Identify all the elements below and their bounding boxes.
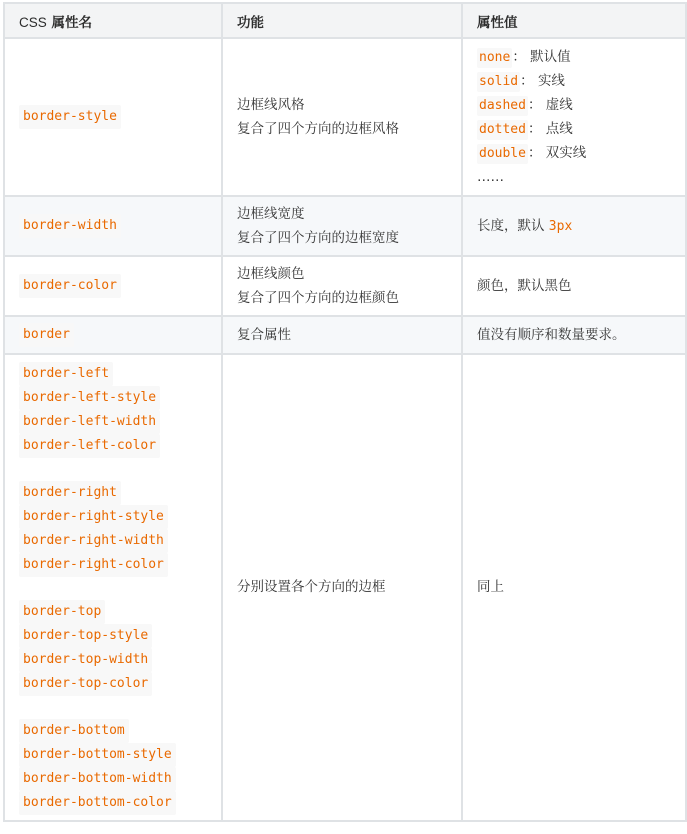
cell-prop-border <box>4 316 222 354</box>
header-property-suffix: 属性名 <box>51 14 92 31</box>
value-code: solid <box>477 72 520 92</box>
prop-code: border-bottom-color <box>19 791 176 815</box>
value-item <box>477 117 671 141</box>
prop-code: border-right <box>19 481 121 505</box>
prop-code: border-top <box>19 600 105 624</box>
cell-func-border-color <box>222 256 462 316</box>
func-line: 边框线宽度 <box>237 206 305 222</box>
value-code: double <box>477 144 528 164</box>
group-gap <box>19 576 207 599</box>
prop-code: border-right-width <box>19 529 168 553</box>
func-line: 边框线颜色 <box>237 266 305 282</box>
list-item <box>19 433 207 457</box>
prop-code: border-bottom-width <box>19 767 176 791</box>
header-function: 功能 <box>222 3 462 38</box>
list-item <box>19 718 207 742</box>
prop-code: border-top-style <box>19 624 152 648</box>
value-code: none <box>477 48 512 68</box>
value-sep: ： <box>527 97 542 113</box>
header-property-name <box>4 3 222 38</box>
prop-code: border-left-style <box>19 386 160 410</box>
value-desc: 点线 <box>545 121 573 137</box>
list-item <box>19 623 207 647</box>
value-code: dashed <box>477 96 528 116</box>
list-item <box>19 504 207 528</box>
list-item <box>19 790 207 814</box>
value-code: dotted <box>477 120 528 140</box>
css-border-table-wrapper <box>3 2 685 822</box>
prop-code: border-left-width <box>19 410 160 434</box>
value-item <box>477 141 671 165</box>
value-item <box>477 93 671 117</box>
value-code: 3px <box>548 218 573 234</box>
list-item <box>19 671 207 695</box>
cell-values-border-style <box>462 38 686 196</box>
prop-code: border-style <box>19 105 121 129</box>
list-item <box>19 409 207 433</box>
cell-prop-directional <box>4 354 222 821</box>
value-desc: 虚线 <box>545 97 573 113</box>
value-item <box>477 45 671 69</box>
list-item <box>19 766 207 790</box>
prop-code: border-top-color <box>19 672 152 696</box>
group-gap <box>19 457 207 480</box>
value-sep: ： <box>527 121 542 137</box>
directional-prop-list <box>19 355 207 820</box>
prop-code: border <box>19 323 74 347</box>
cell-func-border-width <box>222 196 462 256</box>
value-desc: 双实线 <box>545 145 587 161</box>
prop-code: border-bottom <box>19 719 129 743</box>
cell-func-border-style <box>222 38 462 196</box>
table-row-border-style <box>4 38 686 196</box>
header-property-value: 属性值 <box>462 3 686 38</box>
value-desc: 默认值 <box>530 49 571 65</box>
func-line: 复合了四个方向的边框颜色 <box>237 290 399 306</box>
value-sep: ： <box>527 145 542 161</box>
cell-value-border-color: 颜色，默认黑色 <box>462 256 686 316</box>
table-row-border-width <box>4 196 686 256</box>
list-item <box>19 647 207 671</box>
prop-code: border-right-style <box>19 505 168 529</box>
list-item <box>19 599 207 623</box>
css-border-properties-table <box>3 2 687 822</box>
cell-value-directional: 同上 <box>462 354 686 821</box>
cell-prop-border-width <box>4 196 222 256</box>
value-item <box>477 69 671 93</box>
value-more: …… <box>477 169 504 185</box>
list-item <box>19 742 207 766</box>
list-item <box>19 552 207 576</box>
value-desc: 实线 <box>537 73 565 89</box>
prop-code: border-right-color <box>19 553 168 577</box>
table-row-border-color <box>4 256 686 316</box>
func-line: 复合了四个方向的边框宽度 <box>237 230 399 246</box>
prop-code: border-top-width <box>19 648 152 672</box>
list-item <box>19 385 207 409</box>
prop-code: border-width <box>19 214 121 238</box>
func-line: 复合了四个方向的边框风格 <box>237 121 399 137</box>
header-css-prefix: CSS <box>19 14 47 30</box>
table-header-row <box>4 3 686 38</box>
value-sep: ： <box>520 73 534 89</box>
value-text: 长度，默认 <box>477 217 545 234</box>
list-item <box>19 361 207 385</box>
value-sep: ： <box>512 49 526 65</box>
list-item <box>19 480 207 504</box>
prop-code: border-left-color <box>19 434 160 458</box>
func-line: 边框线风格 <box>237 97 305 113</box>
list-item <box>19 528 207 552</box>
prop-code: border-left <box>19 362 113 386</box>
table-row-directional-borders <box>4 354 686 821</box>
cell-func-border: 复合属性 <box>222 316 462 354</box>
group-gap <box>19 695 207 718</box>
table-row-border <box>4 316 686 354</box>
cell-value-border-width <box>462 196 686 256</box>
cell-value-border: 值没有顺序和数量要求。 <box>462 316 686 354</box>
cell-func-directional: 分别设置各个方向的边框 <box>222 354 462 821</box>
cell-prop-border-color <box>4 256 222 316</box>
prop-code: border-bottom-style <box>19 743 176 767</box>
cell-prop-border-style <box>4 38 222 196</box>
prop-code: border-color <box>19 274 121 298</box>
